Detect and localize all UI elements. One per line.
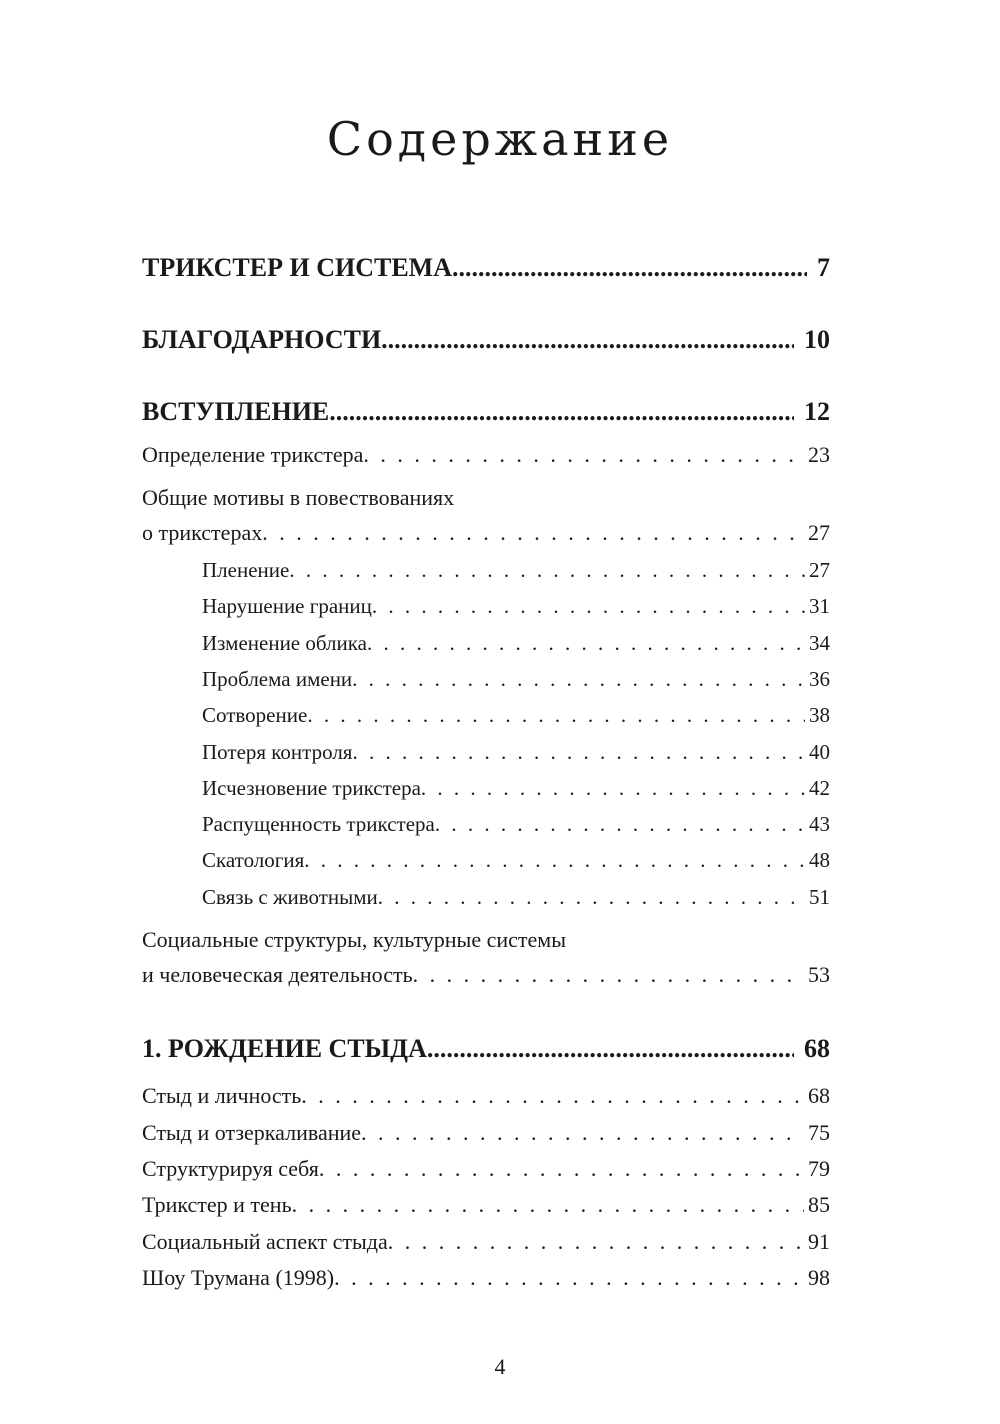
toc-label: Нарушение границ xyxy=(202,594,372,618)
toc-page-number: 27 xyxy=(809,558,830,582)
dot-leader xyxy=(361,1120,804,1146)
toc-entry-social-structures[interactable] xyxy=(142,962,830,988)
toc-page-number: 36 xyxy=(809,667,830,691)
toc-label: Пленение xyxy=(202,558,290,582)
dot-leader xyxy=(413,962,804,988)
toc-entry-scatology[interactable] xyxy=(202,848,830,873)
toc-page-number: 48 xyxy=(809,848,830,872)
toc-label: Стыд и личность xyxy=(142,1083,302,1108)
toc-page-number: 68 xyxy=(804,1034,830,1063)
toc-page-number: 40 xyxy=(809,740,830,764)
dot-leader xyxy=(452,253,807,283)
toc-entry-shape-change[interactable] xyxy=(202,631,830,656)
toc-page-number: 91 xyxy=(808,1229,830,1254)
toc-entry-shame-and-mirroring[interactable] xyxy=(142,1120,830,1146)
dot-leader xyxy=(304,848,805,873)
toc-entry-trickster-and-shadow[interactable] xyxy=(142,1192,830,1218)
toc-entry-social-aspect-of-shame[interactable] xyxy=(142,1229,830,1255)
toc-page-number: 85 xyxy=(808,1192,830,1217)
dot-leader xyxy=(363,442,804,468)
toc-page-number: 51 xyxy=(809,885,830,909)
toc-entry-common-motifs[interactable] xyxy=(142,520,830,546)
dot-leader xyxy=(372,594,805,619)
toc-label: Стыд и отзеркаливание xyxy=(142,1120,362,1145)
toc-label: Трикстер и тень xyxy=(142,1192,292,1217)
toc-label: БЛАГОДАРНОСТИ xyxy=(142,325,382,354)
toc-label: Сотворение xyxy=(202,703,308,727)
toc-label: Распущенность трикстера xyxy=(202,812,435,836)
toc-entry-trickster-licentiousness[interactable] xyxy=(202,812,830,837)
toc-entry-common-motifs-line1[interactable]: Общие мотивы в повествованиях xyxy=(142,485,455,510)
toc-page-number: 7 xyxy=(817,253,830,282)
toc-label: Исчезновение трикстера xyxy=(202,776,421,800)
dot-leader xyxy=(427,1034,794,1064)
dot-leader xyxy=(352,740,805,765)
toc-label: Шоу Трумана (1998) xyxy=(142,1265,335,1290)
toc-label: Скатология xyxy=(202,848,305,872)
toc-entry-trickster-and-system[interactable] xyxy=(142,253,830,283)
toc-entry-structuring-self[interactable] xyxy=(142,1156,830,1182)
toc-label: Структурируя себя xyxy=(142,1156,319,1181)
dot-leader xyxy=(301,1083,804,1109)
toc-label: 1. РОЖДЕНИЕ СТЫДА xyxy=(142,1034,427,1063)
dot-leader xyxy=(307,703,805,728)
toc-page-number: 98 xyxy=(808,1265,830,1290)
toc-page-number: 34 xyxy=(809,631,830,655)
dot-leader xyxy=(319,1156,804,1182)
toc-label: Связь с животными xyxy=(202,885,378,909)
toc-entry-boundary-violation[interactable] xyxy=(202,594,830,619)
dot-leader xyxy=(381,325,794,355)
dot-leader xyxy=(289,558,805,583)
toc-page-number: 53 xyxy=(808,962,830,987)
toc-entry-shame-and-personality[interactable] xyxy=(142,1083,830,1109)
toc-page-number: 38 xyxy=(809,703,830,727)
dot-leader xyxy=(421,776,805,801)
toc-page-number: 23 xyxy=(808,442,830,467)
dot-leader xyxy=(262,520,804,546)
toc-entry-acknowledgements[interactable] xyxy=(142,325,830,355)
dot-leader xyxy=(388,1229,804,1255)
dot-leader xyxy=(378,885,805,910)
toc-page-number: 12 xyxy=(804,397,830,426)
toc-entry-captivity[interactable] xyxy=(202,558,830,583)
toc-entry-creation[interactable] xyxy=(202,703,830,728)
toc-page-number: 27 xyxy=(808,520,830,545)
toc-entry-name-problem[interactable] xyxy=(202,667,830,692)
toc-label: о трикстерах xyxy=(142,520,263,545)
toc-label: Проблема имени xyxy=(202,667,353,691)
toc-label: ВСТУПЛЕНИЕ xyxy=(142,397,330,426)
toc-page-number: 42 xyxy=(809,776,830,800)
dot-leader xyxy=(352,667,805,692)
toc-label: Потеря контроля xyxy=(202,740,353,764)
toc-label: и человеческая деятельность xyxy=(142,962,413,987)
dot-leader xyxy=(292,1192,804,1218)
dot-leader xyxy=(435,812,805,837)
dot-leader xyxy=(334,1265,804,1291)
page-number: 4 xyxy=(494,1354,506,1379)
toc-entry-introduction[interactable] xyxy=(142,397,830,427)
toc-page-number: 68 xyxy=(808,1083,830,1108)
toc-label: ТРИКСТЕР И СИСТЕМА xyxy=(142,253,452,282)
toc-page-number: 43 xyxy=(809,812,830,836)
toc-page-number: 31 xyxy=(809,594,830,618)
toc-page-number: 79 xyxy=(808,1156,830,1181)
toc-entry-trickster-disappearance[interactable] xyxy=(202,776,830,801)
dot-leader xyxy=(329,397,794,427)
toc-entry-animal-connection[interactable] xyxy=(202,885,830,910)
page-title: Содержание xyxy=(326,112,674,166)
toc-entry-loss-of-control[interactable] xyxy=(202,740,830,765)
toc-label: Социальный аспект стыда xyxy=(142,1229,388,1254)
toc-entry-social-structures-line1[interactable]: Социальные структуры, культурные системы xyxy=(142,927,566,952)
toc-entry-trickster-definition[interactable] xyxy=(142,442,830,468)
toc-label: Изменение облика xyxy=(202,631,367,655)
toc-entry-truman-show[interactable] xyxy=(142,1265,830,1291)
toc-label: Определение трикстера xyxy=(142,442,364,467)
toc-entry-birth-of-shame[interactable] xyxy=(142,1034,830,1064)
toc-page-number: 10 xyxy=(804,325,830,354)
dot-leader xyxy=(367,631,805,656)
toc-page-number: 75 xyxy=(808,1120,830,1145)
